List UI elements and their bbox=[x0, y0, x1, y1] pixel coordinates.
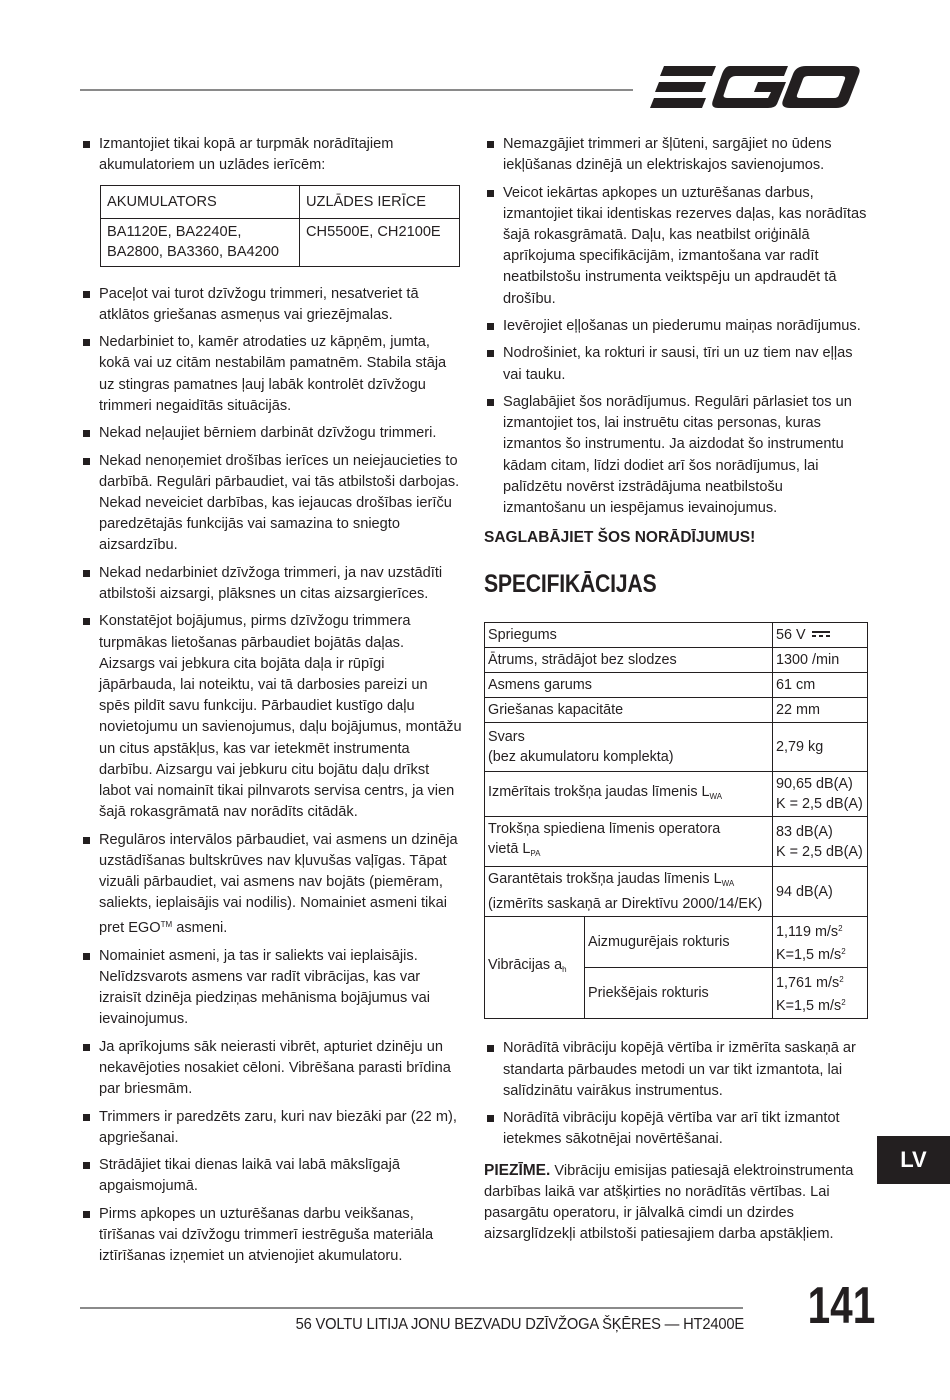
footer-rule bbox=[80, 1307, 743, 1309]
list-item: Veicot iekārtas apkopes un uzturēšanas darbus, izmantojiet tikai identiskas rezerves daļas, kas norādītas šajā rokasgrāmatā. Daļu, kas neatbilst oriģinālā aprīkojuma specifikācijām, izmantošana var radīt neatbilstošu instrumenta veiktspēju un apdraudēt tā drošību. bbox=[484, 183, 868, 310]
right-column bbox=[484, 134, 868, 1245]
table-row bbox=[485, 867, 868, 917]
spec-value: 22 mm bbox=[773, 698, 868, 723]
list-item: Ja aprīkojums sāk neierasti vibrēt, apturiet dzinēju un nekavējoties nosakiet cēloni. Vibrēšana parasti brīdina par briesmām. bbox=[80, 1037, 462, 1101]
spec-value: 56 V bbox=[773, 623, 868, 648]
spec-sublabel: Priekšējais rokturis bbox=[585, 968, 773, 1019]
table-row bbox=[485, 673, 868, 698]
square-bullet-icon bbox=[83, 1044, 90, 1051]
square-bullet-icon bbox=[83, 1211, 90, 1218]
specifications-table bbox=[484, 622, 868, 1019]
list-item: Nekad nenoņemiet drošības ierīces un neiejaucieties to darbībā. Regulāri pārbaudiet, vai tās atbilstoši darbojas. Nekad neveiciet darbības, kas iejaucas drošības ierīču paredzētajās funkcijās vai samazina to sniegto aizsardzību. bbox=[80, 451, 462, 557]
table-cell: CH5500E, CH2100E bbox=[300, 218, 460, 266]
list-item: Regulāros intervālos pārbaudiet, vai asmens un dzinēja uzstādīšanas bultskrūves nav kļuvušas vaļīgas. Tāpat vizuāli pārbaudiet, vai asmens nav bojāts (piemēram, saliekts, ieplaisājis vai nodilis). Nomainiet asmeni tikai pret EGO™ asmeni. bbox=[80, 830, 462, 940]
table-row bbox=[485, 698, 868, 723]
square-bullet-icon bbox=[83, 141, 90, 148]
trademark-mark: TM bbox=[160, 920, 173, 930]
spec-label: Griešanas kapacitāte bbox=[485, 698, 773, 723]
ego-logo bbox=[650, 64, 862, 112]
spec-value: 90,65 dB(A) K = 2,5 dB(A) bbox=[773, 772, 868, 817]
list-item: Strādājiet tikai dienas laikā vai labā mākslīgajā apgaismojumā. bbox=[80, 1155, 462, 1197]
list-item: Ievērojiet eļļošanas un piederumu maiņas norādījumus. bbox=[484, 316, 868, 337]
table-row bbox=[485, 723, 868, 772]
spec-label: Vibrācijas $a_h$ bbox=[485, 917, 585, 1019]
table-row bbox=[485, 623, 868, 648]
square-bullet-icon bbox=[83, 570, 90, 577]
list-item: Nomainiet asmeni, ja tas ir saliekts vai ieplaisājis. Nelīdzsvarots asmens var radīt vibrācijas, kas var izraisīt dzinēja piedziņas mehānisma bojājumus vai ievainojumus. bbox=[80, 946, 462, 1031]
square-bullet-icon bbox=[487, 350, 494, 357]
language-tab: LV bbox=[877, 1136, 950, 1184]
spec-value: 2,79 kg bbox=[773, 723, 868, 772]
square-bullet-icon bbox=[83, 291, 90, 298]
list-item: Nedarbiniet to, kamēr atrodaties uz kāpņēm, jumta, kokā vai uz citām nestabilām pamatnēm. Stabila stāja uz stingras pamatnes ļauj labāk kontrolēt dzīvžogu trimmeri negaidītās situācijās. bbox=[80, 332, 462, 417]
square-bullet-icon bbox=[487, 141, 494, 148]
vibration-notes-list bbox=[484, 1038, 868, 1150]
spec-value: 94 dB(A) bbox=[773, 867, 868, 917]
right-bullet-list bbox=[484, 134, 868, 519]
page-number: 141 bbox=[807, 1277, 876, 1335]
spec-value: 83 dB(A) K = 2,5 dB(A) bbox=[773, 817, 868, 867]
list-item: Nekad neļaujiet bērniem darbināt dzīvžogu trimmeri. bbox=[80, 423, 462, 444]
spec-label: Asmens garums bbox=[485, 673, 773, 698]
spec-label: Spriegums bbox=[485, 623, 773, 648]
square-bullet-icon bbox=[83, 618, 90, 625]
spec-value: 1,761 $m/s^2$ K=1,5 $m/s^2$ bbox=[773, 968, 868, 1019]
spec-label: Izmērītais trokšņa jaudas līmenis $L_{WA}$ bbox=[485, 772, 773, 817]
table-row bbox=[485, 648, 868, 673]
spec-value: 1,119 $m/s^2$ K=1,5 $m/s^2$ bbox=[773, 917, 868, 968]
square-bullet-icon bbox=[83, 430, 90, 437]
table-header: UZLĀDES IERĪCE bbox=[300, 186, 460, 218]
list-item: Norādītā vibrāciju kopējā vērtība ir izmērīta saskaņā ar standarta pārbaudes metodi un var tikt izmantota, lai salīdzinātu vairākus instrumentus. bbox=[484, 1038, 868, 1102]
list-item: Norādītā vibrāciju kopējā vērtība var arī tikt izmantot ietekmes sākotnējai novērtēšanai. bbox=[484, 1108, 868, 1150]
list-item: Pirms apkopes un uzturēšanas darbu veikšanas, tīrīšanas vai dzīvžogu trimmerī iestrēguša materiāla iztīrīšanas izņemiet un atvienojiet akumulatoru. bbox=[80, 1204, 462, 1268]
table-row bbox=[485, 817, 868, 867]
spec-sublabel: Aizmugurējais rokturis bbox=[585, 917, 773, 968]
direct-current-icon bbox=[812, 630, 830, 638]
square-bullet-icon bbox=[487, 323, 494, 330]
left-bullet-list bbox=[80, 134, 462, 176]
list-item: Nodrošiniet, ka rokturi ir sausi, tīri un uz tiem nav eļļas vai tauku. bbox=[484, 343, 868, 385]
square-bullet-icon bbox=[83, 1162, 90, 1169]
battery-charger-table bbox=[100, 185, 460, 266]
spec-value: 1300 /min bbox=[773, 648, 868, 673]
list-item: Izmantojiet tikai kopā ar turpmāk norādītajiem akumulatoriem un uzlādes ierīcēm: bbox=[80, 134, 462, 176]
spec-value: 61 cm bbox=[773, 673, 868, 698]
square-bullet-icon bbox=[487, 190, 494, 197]
table-header: AKUMULATORS bbox=[101, 186, 300, 218]
table-row bbox=[485, 772, 868, 817]
spec-label: Trokšņa spiediena līmenis operatora vietā $L_{PA}$ bbox=[485, 817, 773, 867]
square-bullet-icon bbox=[83, 458, 90, 465]
list-item: Paceļot vai turot dzīvžogu trimmeri, nesatveriet tā atklātos griešanas asmeņus vai griezējmalas. bbox=[80, 284, 462, 326]
square-bullet-icon bbox=[83, 1114, 90, 1121]
square-bullet-icon bbox=[83, 339, 90, 346]
left-column bbox=[80, 134, 462, 1274]
list-item: Konstatējot bojājumus, pirms dzīvžogu trimmera turpmākas lietošanas pārbaudiet bojātās daļas. Aizsargs vai jebkura cita bojāta daļa ir rūpīgi jāpārbauda, lai noteiktu, vai tā darbosies pareizi un spēs pildīt savu funkciju. Pārbaudiet kustīgo daļu novietojumu un savienojumus, daļu bojājumus, montāžu un citus apstākļus, kas var ietekmēt instrumenta darbību. Aizsargu vai jebkuru citu bojātu daļu drīkst labot vai nomainīt tikai pilnvarots servisa centrs, ja vien šajā rokasgrāmatā nav norādīts citādāk. bbox=[80, 611, 462, 823]
left-safety-list bbox=[80, 284, 462, 1268]
square-bullet-icon bbox=[83, 953, 90, 960]
spec-label: Svars (bez akumulatoru komplekta) bbox=[485, 723, 773, 772]
spec-label: Garantētais trokšņa jaudas līmenis $L_{WA}$ (izmērīts saskaņā ar Direktīvu 2000/14/EK) bbox=[485, 867, 773, 917]
note-label: PIEZĪME. bbox=[484, 1161, 551, 1179]
list-item: Nemazgājiet trimmeri ar šļūteni, sargājiet no ūdens iekļūšanas dzinējā un elektriskajos savienojumos. bbox=[484, 134, 868, 176]
table-cell: BA1120E, BA2240E, BA2800, BA3360, BA4200 bbox=[101, 218, 300, 266]
header-rule bbox=[80, 89, 633, 91]
square-bullet-icon bbox=[487, 1045, 494, 1052]
table-row bbox=[485, 917, 868, 968]
list-item: Saglabājiet šos norādījumus. Regulāri pārlasiet tos un izmantojiet tos, lai instruētu citas personas, kuras izmantos šo instrumentu. Ja aizdodat šo instrumentu kādam citam, līdzi dodiet arī šos norādījumus, lai palīdzētu novērst izstrādājuma neatbilstošu izmantošanu un iespējamus ievainojumus. bbox=[484, 392, 868, 519]
square-bullet-icon bbox=[83, 837, 90, 844]
list-item: Nekad nedarbiniet dzīvžoga trimmeri, ja nav uzstādīti atbilstoši aizsargi, plāksnes un citas aizsargierīces. bbox=[80, 563, 462, 605]
square-bullet-icon bbox=[487, 1115, 494, 1122]
spec-label: Ātrums, strādājot bez slodzes bbox=[485, 648, 773, 673]
note-paragraph: PIEZĪME. Vibrāciju emisijas patiesajā elektroinstrumenta darbības laikā var atšķirties no norādītās vērtības. Lai pasargātu operatoru, ir jālvalkā cimdi un dzirdes aizsarglīdzekļi atbilstoši patiesajiem darba apstākļiem. bbox=[484, 1161, 854, 1243]
specifications-heading: SPECIFIKĀCIJAS bbox=[484, 570, 657, 599]
footer-title: 56 VOLTU LITIJA JONU BEZVADU DZĪVŽOGA ŠĶĒRES — HT2400E bbox=[295, 1316, 744, 1333]
save-instructions-heading: SAGLABĀJIET ŠOS NORĀDĪJUMUS! bbox=[484, 529, 756, 547]
list-item: Trimmers ir paredzēts zaru, kuri nav biezāki par (22 m), apgriešanai. bbox=[80, 1107, 462, 1149]
square-bullet-icon bbox=[487, 399, 494, 406]
